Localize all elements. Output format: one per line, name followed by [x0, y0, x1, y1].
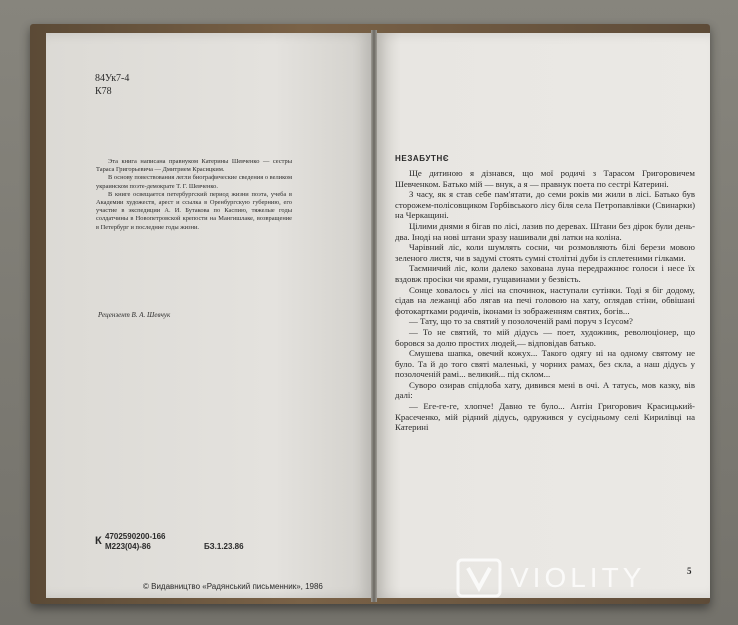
watermark-text: VIOLITY [510, 562, 646, 593]
isbn-code-2: М223(04)-86 [105, 542, 151, 551]
story-paragraph: Чарівний ліс, коли шумлять сосни, чи розмовляють білі берези мовою зеленого листя, чи в задумі стоять сумні столітні дуби із сплетеними гілками. [395, 242, 695, 263]
story-paragraph: — Тату, що то за святий у позолоченій рамі поруч з Ісусом? [409, 316, 633, 327]
story-paragraph: — То не святий, то мій дідусь — поет, художник, революціонер, що боровся за долю простих людей,— відповідав батько. [395, 326, 695, 348]
page-number: 5 [687, 566, 692, 576]
watermark [456, 558, 726, 598]
story-paragraph: З часу, як я став себе пам'ятати, до семи років ми жили в лісі. Батько був сторожем-полісовщиком Горбівського лісу біля села Петропавлівки (Свинарки) на Черкащині. [395, 189, 695, 221]
book-abstract [96, 158, 292, 232]
left-page [46, 33, 372, 598]
isbn-series: БЗ.1.23.86 [204, 542, 244, 551]
abstract-paragraph: В книге освещается петербургский период жизни поэта, учеба в Академии художеств, арест и ссылка в Оренбургскую губернию, его участие в экспедиции А. И. Бутакова по Каспию, тяжелые годы солдатчины в Новопетровской крепости на Мангишлаке, возвращение в Петербург и последние годы жизни. [96, 190, 292, 231]
publisher-line: © Видавництво «Радянський письменник», 1986 [143, 582, 323, 591]
story-paragraph: Сонце ховалось у лісі на спочинок, наступали сутінки. Тоді я біг додому, сідав на лежанці або лягав на печі головою на хату, оглядав стіни, обвішані фотокартками родичів, іконами із зображенням святих, богів... [395, 284, 695, 316]
story-paragraph: Таємничий ліс, коли далеко захована луна передражнює голоси і несе їх вздовж просіки чи ярами, гущавинами у безвість. [395, 263, 695, 284]
isbn-letter: К [95, 535, 102, 547]
chapter-heading: НЕЗАБУТНЄ [395, 154, 450, 163]
catalog-code-2: К78 [95, 86, 112, 97]
reviewer-credit: Рецензент В. А. Шевчук [98, 311, 171, 319]
story-text [395, 168, 695, 433]
story-paragraph: Смушева шапка, овечий кожух... Такого одягу ні на одному святому не було. Та й до того святі маленькі, у чорних рамах, без скла, а наш дідусь у позолоченій рамі... великий... під склом... [395, 348, 695, 380]
catalog-codes [95, 72, 129, 98]
story-paragraph: — Еге-ге-ге, хлопче! Давно те було... Антін Григорович Красицький-Красеченко, мій рідний дідусь, одружився у сусідньому селі Кирилівці на Катерині [395, 401, 695, 433]
abstract-paragraph: Эта книга написана правнуком Катерины Шевченко — сестры Тараса Григорьевича — Дмитрием Красицким. [96, 158, 292, 174]
violity-logo-icon [456, 558, 502, 598]
story-paragraph: Цілими днями я бігав по лісі, лазив по деревах. Штани без дірок були день-два. Іноді на нові штани зразу нашивали дві латки на коліна. [395, 220, 695, 242]
catalog-code-1: 84Ук7-4 [95, 73, 130, 84]
isbn-block [95, 532, 244, 552]
isbn-code-1: 4702590200-166 [105, 532, 166, 541]
story-paragraph: Ще дитиною я дізнався, що мої родичі з Тарасом Григоровичем Шевченком. Батько мій — внук, а я — правнук поета по сестрі Катерині. [395, 168, 695, 189]
story-paragraph: Суворо озирав спідлоба хату, дивився мені в очі. А татусь, мов казку, вів далі: [395, 379, 695, 401]
abstract-paragraph: В основу повествования легли биографические сведения о великом украинском поэте-демократе Т. Г. Шевченко. [96, 174, 292, 190]
book-spine [371, 30, 377, 602]
